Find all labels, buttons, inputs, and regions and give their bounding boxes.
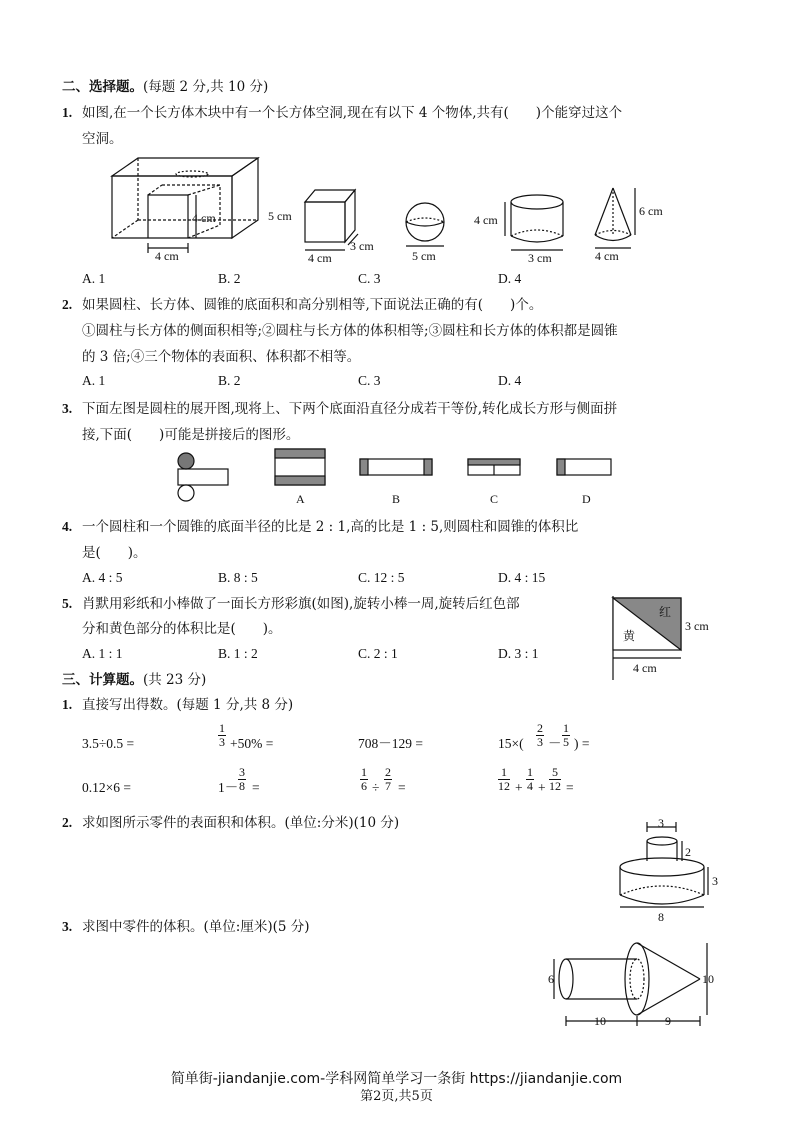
q3-text-line2: 接,下面( )可能是拼接后的图形。 bbox=[82, 427, 300, 443]
q5-number: 5. bbox=[62, 596, 73, 611]
calc-2d-frac2: 1 4 bbox=[527, 765, 533, 793]
s3q1-number: 1. bbox=[62, 697, 73, 712]
s3q3-cyl-length: 10 bbox=[594, 1014, 606, 1028]
s3q2-top-width: 3 bbox=[658, 816, 664, 830]
q1-cone-height: 6 cm bbox=[639, 204, 663, 218]
s3q2-bottom-height: 3 bbox=[712, 874, 718, 888]
calc-1d-frac2: 1 5 bbox=[563, 721, 569, 749]
q4-option-d: D. 4 : 15 bbox=[498, 570, 546, 585]
q5-text-line1: 肖默用彩纸和小棒做了一面长方形彩旗(如图),旋转小棒一周,旋转后红色部 bbox=[82, 596, 520, 612]
q2-text-line3: 的 3 倍;④三个物体的表面积、体积都不相等。 bbox=[82, 349, 361, 365]
q3-label-a: A bbox=[296, 492, 305, 506]
calc-1b-rest: +50% = bbox=[230, 736, 274, 751]
calc-2c-post: = bbox=[398, 780, 406, 795]
q3-figure bbox=[170, 445, 610, 510]
q3-label-c: C bbox=[490, 492, 499, 506]
section3-title: 三、计算题。(共 23 分) bbox=[62, 672, 207, 688]
calc-1d-op: － bbox=[548, 736, 562, 751]
s3q2-top-height: 2 bbox=[685, 845, 691, 859]
q1-number: 1. bbox=[62, 105, 73, 120]
calc-1d-pre: 15×( bbox=[498, 736, 524, 751]
calc-2d-frac3: 5 12 bbox=[549, 765, 561, 793]
calc-2c-op: ÷ bbox=[372, 780, 380, 795]
q5-option-b: B. 1 : 2 bbox=[218, 646, 258, 661]
calc-1b-fraction: 1 3 bbox=[219, 721, 225, 749]
footer-page-number: 第2页,共5页 bbox=[360, 1089, 433, 1104]
calc-1a: 3.5÷0.5 = bbox=[82, 736, 135, 751]
q4-option-b: B. 8 : 5 bbox=[218, 570, 258, 585]
q5-option-d: D. 3 : 1 bbox=[498, 646, 539, 661]
q5-height: 3 cm bbox=[685, 619, 709, 633]
calc-2c-frac1: 1 6 bbox=[361, 765, 367, 793]
s3q3-number: 3. bbox=[62, 919, 73, 934]
calc-1d-frac1: 2 3 bbox=[537, 721, 543, 749]
calc-2b-post: = bbox=[252, 780, 260, 795]
q1-option-b: B. 2 bbox=[218, 271, 241, 286]
s3q2-bottom-width: 8 bbox=[658, 910, 664, 924]
calc-2b-pre: 1－ bbox=[218, 780, 239, 795]
s3q2-number: 2. bbox=[62, 815, 73, 830]
q1-hole-width: 4 cm bbox=[155, 249, 179, 263]
q3-label-b: B bbox=[392, 492, 401, 506]
s3q3-figure bbox=[542, 935, 722, 1030]
s3q3-cyl-diameter: 6 bbox=[548, 972, 554, 986]
calc-2c-frac2: 2 7 bbox=[385, 765, 391, 793]
s3q1-text: 直接写出得数。(每题 1 分,共 8 分) bbox=[82, 697, 294, 713]
q1-hole-height: 4 cm bbox=[192, 211, 216, 225]
q5-option-a: A. 1 : 1 bbox=[82, 646, 123, 661]
calc-1d-post: ) = bbox=[574, 736, 590, 751]
calc-2d-frac1: 1 12 bbox=[498, 765, 510, 793]
q5-option-c: C. 2 : 1 bbox=[358, 646, 398, 661]
s3q3-cone-diameter: 10 bbox=[702, 972, 714, 986]
calc-1c: 708－129 = bbox=[358, 736, 423, 751]
section2-title: 二、选择题。(每题 2 分,共 10 分) bbox=[62, 79, 269, 95]
q1-cube-depth: 3 cm bbox=[350, 239, 374, 253]
q3-label-d: D bbox=[582, 492, 591, 506]
q1-cyl-height: 4 cm bbox=[474, 213, 498, 227]
q1-sphere-diameter: 5 cm bbox=[412, 249, 436, 263]
calc-2d-op2: + bbox=[538, 780, 546, 795]
calc-2b-frac: 3 8 bbox=[239, 765, 245, 793]
q1-cyl-width: 3 cm bbox=[528, 251, 552, 265]
q4-text-line2: 是( )。 bbox=[82, 545, 147, 561]
q5-width: 4 cm bbox=[633, 661, 657, 675]
q2-text-line2: ①圆柱与长方体的侧面积相等;②圆柱与长方体的体积相等;③圆柱和长方体的体积都是圆锥 bbox=[82, 323, 618, 339]
q1-option-c: C. 3 bbox=[358, 271, 381, 286]
calc-2a: 0.12×6 = bbox=[82, 780, 131, 795]
q1-figure bbox=[100, 150, 680, 265]
q5-yellow-label: 黄 bbox=[623, 629, 636, 643]
q4-text-line1: 一个圆柱和一个圆锥的底面半径的比是 2 : 1,高的比是 1 : 5,则圆柱和圆锥的体积比 bbox=[82, 519, 579, 535]
q1-option-d: D. 4 bbox=[498, 271, 522, 286]
calc-2d-op1: + bbox=[515, 780, 523, 795]
q2-number: 2. bbox=[62, 297, 73, 312]
q3-number: 3. bbox=[62, 401, 73, 416]
q4-option-a: A. 4 : 5 bbox=[82, 570, 123, 585]
s3q3-text: 求图中零件的体积。(单位:厘米)(5 分) bbox=[82, 919, 310, 935]
q3-text-line1: 下面左图是圆柱的展开图,现将上、下两个底面沿直径分成若干等份,转化成长方形与侧面拼 bbox=[82, 401, 618, 417]
q1-text-line1: 如图,在一个长方体木块中有一个长方体空洞,现在有以下 4 个物体,共有( )个能穿过这个 bbox=[82, 105, 623, 121]
q1-option-a: A. 1 bbox=[82, 271, 106, 286]
s3q2-figure bbox=[612, 815, 727, 925]
footer-source: 简单街-jiandanjie.com-学科网简单学习一条街 https://jiandanjie.com bbox=[170, 1071, 623, 1087]
q2-text-line1: 如果圆柱、长方体、圆锥的底面积和高分别相等,下面说法正确的有( )个。 bbox=[82, 297, 543, 313]
q2-option-a: A. 1 bbox=[82, 373, 106, 388]
q5-text-line2: 分和黄色部分的体积比是( )。 bbox=[82, 621, 282, 637]
s3q2-text: 求如图所示零件的表面积和体积。(单位:分米)(10 分) bbox=[82, 815, 400, 831]
s3q3-cone-length: 9 bbox=[665, 1014, 671, 1028]
q1-cube-width: 4 cm bbox=[308, 251, 332, 265]
q2-option-c: C. 3 bbox=[358, 373, 381, 388]
q1-cube-height: 5 cm bbox=[268, 209, 292, 223]
q4-number: 4. bbox=[62, 519, 73, 534]
q5-flag-figure bbox=[605, 592, 725, 682]
calc-2d-post: = bbox=[566, 780, 574, 795]
q2-option-d: D. 4 bbox=[498, 373, 522, 388]
q5-red-label: 红 bbox=[659, 605, 672, 619]
q4-option-c: C. 12 : 5 bbox=[358, 570, 405, 585]
q1-text-line2: 空洞。 bbox=[82, 131, 123, 147]
q1-cone-width: 4 cm bbox=[595, 249, 619, 263]
q2-option-b: B. 2 bbox=[218, 373, 241, 388]
